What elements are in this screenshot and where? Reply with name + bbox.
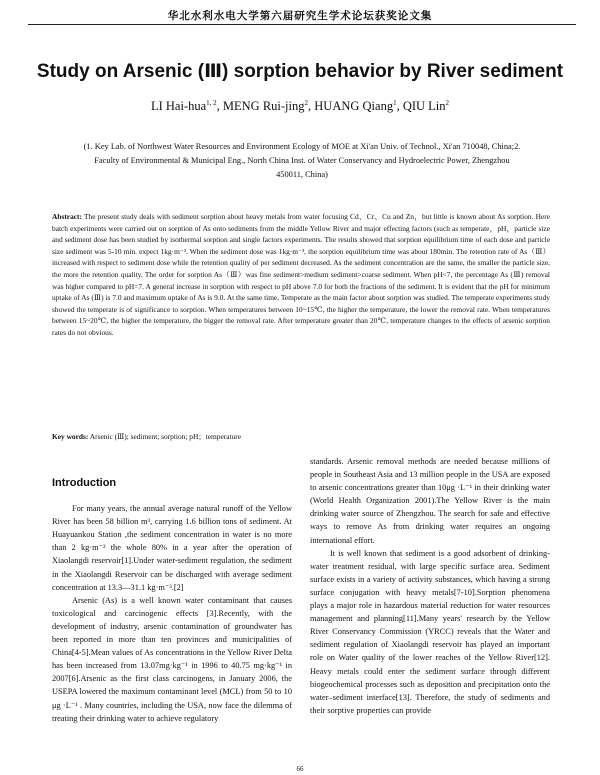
author-separator: , bbox=[308, 99, 315, 114]
author-affiliation-mark: 1, 2 bbox=[206, 99, 217, 107]
affiliation-line: Faculty of Environmental & Municipal Eng., North China Inst. of Water Conservancy and Hydroelectric Power, Zhengzhou bbox=[94, 156, 510, 165]
body-paragraph: For many years, the annual average natural runoff of the Yellow River has been 58 billion m³, carrying 1.6 billion tons of sediment. At Huayuankou Station ,the sediment concentration in water is no more than 2 kg·m⁻³ the whole 80% in a year after the operation of Xiaolangdi reservoir[1].Under water-sediment regulation, the sediment in the Xiaolangdi Reservoir can be discharged with average sediment concentration at 13.3—31.1 kg·m⁻³.[2] bbox=[52, 504, 292, 592]
author-name: MENG Rui-jing bbox=[222, 99, 305, 114]
section-heading-introduction: Introduction bbox=[52, 477, 117, 489]
body-paragraph: standards. Arsenic removal methods are needed because millions of people in Southeast Asia and 13 million people in the USA are exposed to arsenic concentrations greater than 10μg ·L⁻¹ in their drinking water (World Health Organization 2001).The Yellow River is the main drinking water source of Zhengzhou. The search for safe and effective ways to remove As from drinking water requires an ongoing international effort. bbox=[310, 457, 550, 545]
author-list bbox=[0, 99, 600, 114]
keywords-label: Key words: bbox=[52, 432, 89, 441]
body-paragraph: Arsenic (As) is a well known water contaminant that causes toxicological and carcinogenic effects [3].Recently, with the development of industry, arsenic contamination of groundwater has been reported in more than ten provinces and municipalities of China[4-5].Mean values of As concentrations in the Yellow River Delta has been increased from 13.07mg·kg⁻¹ in 1996 to 40.75 mg·kg⁻¹ in 2007[6].Arsenic as the first class carcinogens, in January 2006, the USEPA lowered the maximum contaminant level (MCL) from 50 to 10 μg ·L⁻¹ . Many countries, including the USA, now face the dilemma of treating their drinking water to achieve regulatory bbox=[52, 595, 292, 723]
left-column bbox=[52, 455, 292, 765]
keywords-text: Arsenic (Ⅲ); sediment; sorption; pH；temperature bbox=[88, 432, 241, 441]
page-number: 66 bbox=[296, 765, 304, 773]
author-name: QIU Lin bbox=[402, 99, 446, 114]
affiliation-line: 450011, China) bbox=[276, 170, 328, 179]
author-name: HUANG Qiang bbox=[314, 99, 394, 114]
author-affiliation-mark: 2 bbox=[304, 99, 309, 107]
author-separator: , bbox=[216, 99, 223, 114]
keywords bbox=[52, 431, 550, 442]
body-paragraph: It is well known that sediment is a good adsorbent of drinking-water treatment residual, with large specific surface area. Sediment surface exists in a variety of activity substances, which having a strong surface conjugation with heavy metals[7-10].Sorption phenomena plays a major role in hazardous material reduction for water resources management and planning[11].Many years' research by the Yellow River Conservancy Commission (YRCC) reveals that the Water and sediment regulation of Xiaolangdi reservoir has played an important role on Water quality of the lower reaches of the Yellow River[12]. Heavy metals could enter the sediment surface through different biogeochemical processes such as deposition and precipitation onto the water–sediment interface[13]. Therefore, the study of sediments and their sorptive properties can provide bbox=[310, 548, 550, 715]
author-affiliation-mark: 2 bbox=[445, 99, 450, 107]
right-column bbox=[310, 455, 550, 765]
running-header: 华北水利水电大学第六届研究生学术论坛获奖论文集 bbox=[167, 11, 433, 22]
affiliation-line: (1. Key Lab. of Northwest Water Resources and Environment Ecology of MOE at Xi'an Univ. of Technol., Xi'an 710048, China;2. bbox=[83, 142, 521, 151]
abstract-text: The present study deals with sediment sorption about heavy metals from water focusing Cd、Cr、Cu and Zn，but little is known about As sorption. Here batch experiments were carried out on sorption of As onto sediments from the middle Yellow River and major effecting factors (such as temperate，pH，particle size and sediment dose has been studied by isothermal sorption and single factors experiments. The results showed that sorption equilibrium time of each dose and particle size sediment was 5-10 min. expect 1kg·m⁻³. When the sediment dose was 1kg·m⁻³, the sorption equilibrium time was about 180min. The retention rate of As（Ⅲ） increased with respect to sediment dose while the retention quality of per sediment decreased. As the sediment concentration are the same, the smaller the particle size, the more the retention quality. The order for sorption As（Ⅲ）was fine sediment>medium sediment>coarse sediment. When pH<7, the percentage As (Ⅲ) removal was higher compared to pH=7. A general increase in sorption with respect to pH above 7.0 for both the fractions of the sediment. It is evident that the pH for minimum uptake of As (Ⅲ) is 7.0 and maximum uptake of As is 9.0. At the same time, Temperate as the main factor about sorption was studied. The temperate experiments study showed the temperate is of significance to sorption. When temperatures between 10~15℃, the higher the temperature, the lower the removal rate. When temperatures between 15~20℃, the higher the temperature, the bigger the removal rate. After temperature greater than 20℃, temperature changes to the effects of arsenic sorption rates do not obvious. bbox=[52, 212, 550, 337]
affiliations bbox=[28, 140, 576, 182]
author-separator: , bbox=[396, 99, 403, 114]
abstract-label: Abstract: bbox=[52, 212, 82, 221]
paper-title: Study on Arsenic (Ⅲ) sorption behavior by River sediment bbox=[36, 61, 564, 82]
abstract bbox=[52, 211, 550, 339]
author-affiliation-mark: 1 bbox=[393, 99, 397, 107]
header-rule bbox=[28, 24, 576, 25]
author-name: LI Hai-hua bbox=[150, 99, 207, 114]
